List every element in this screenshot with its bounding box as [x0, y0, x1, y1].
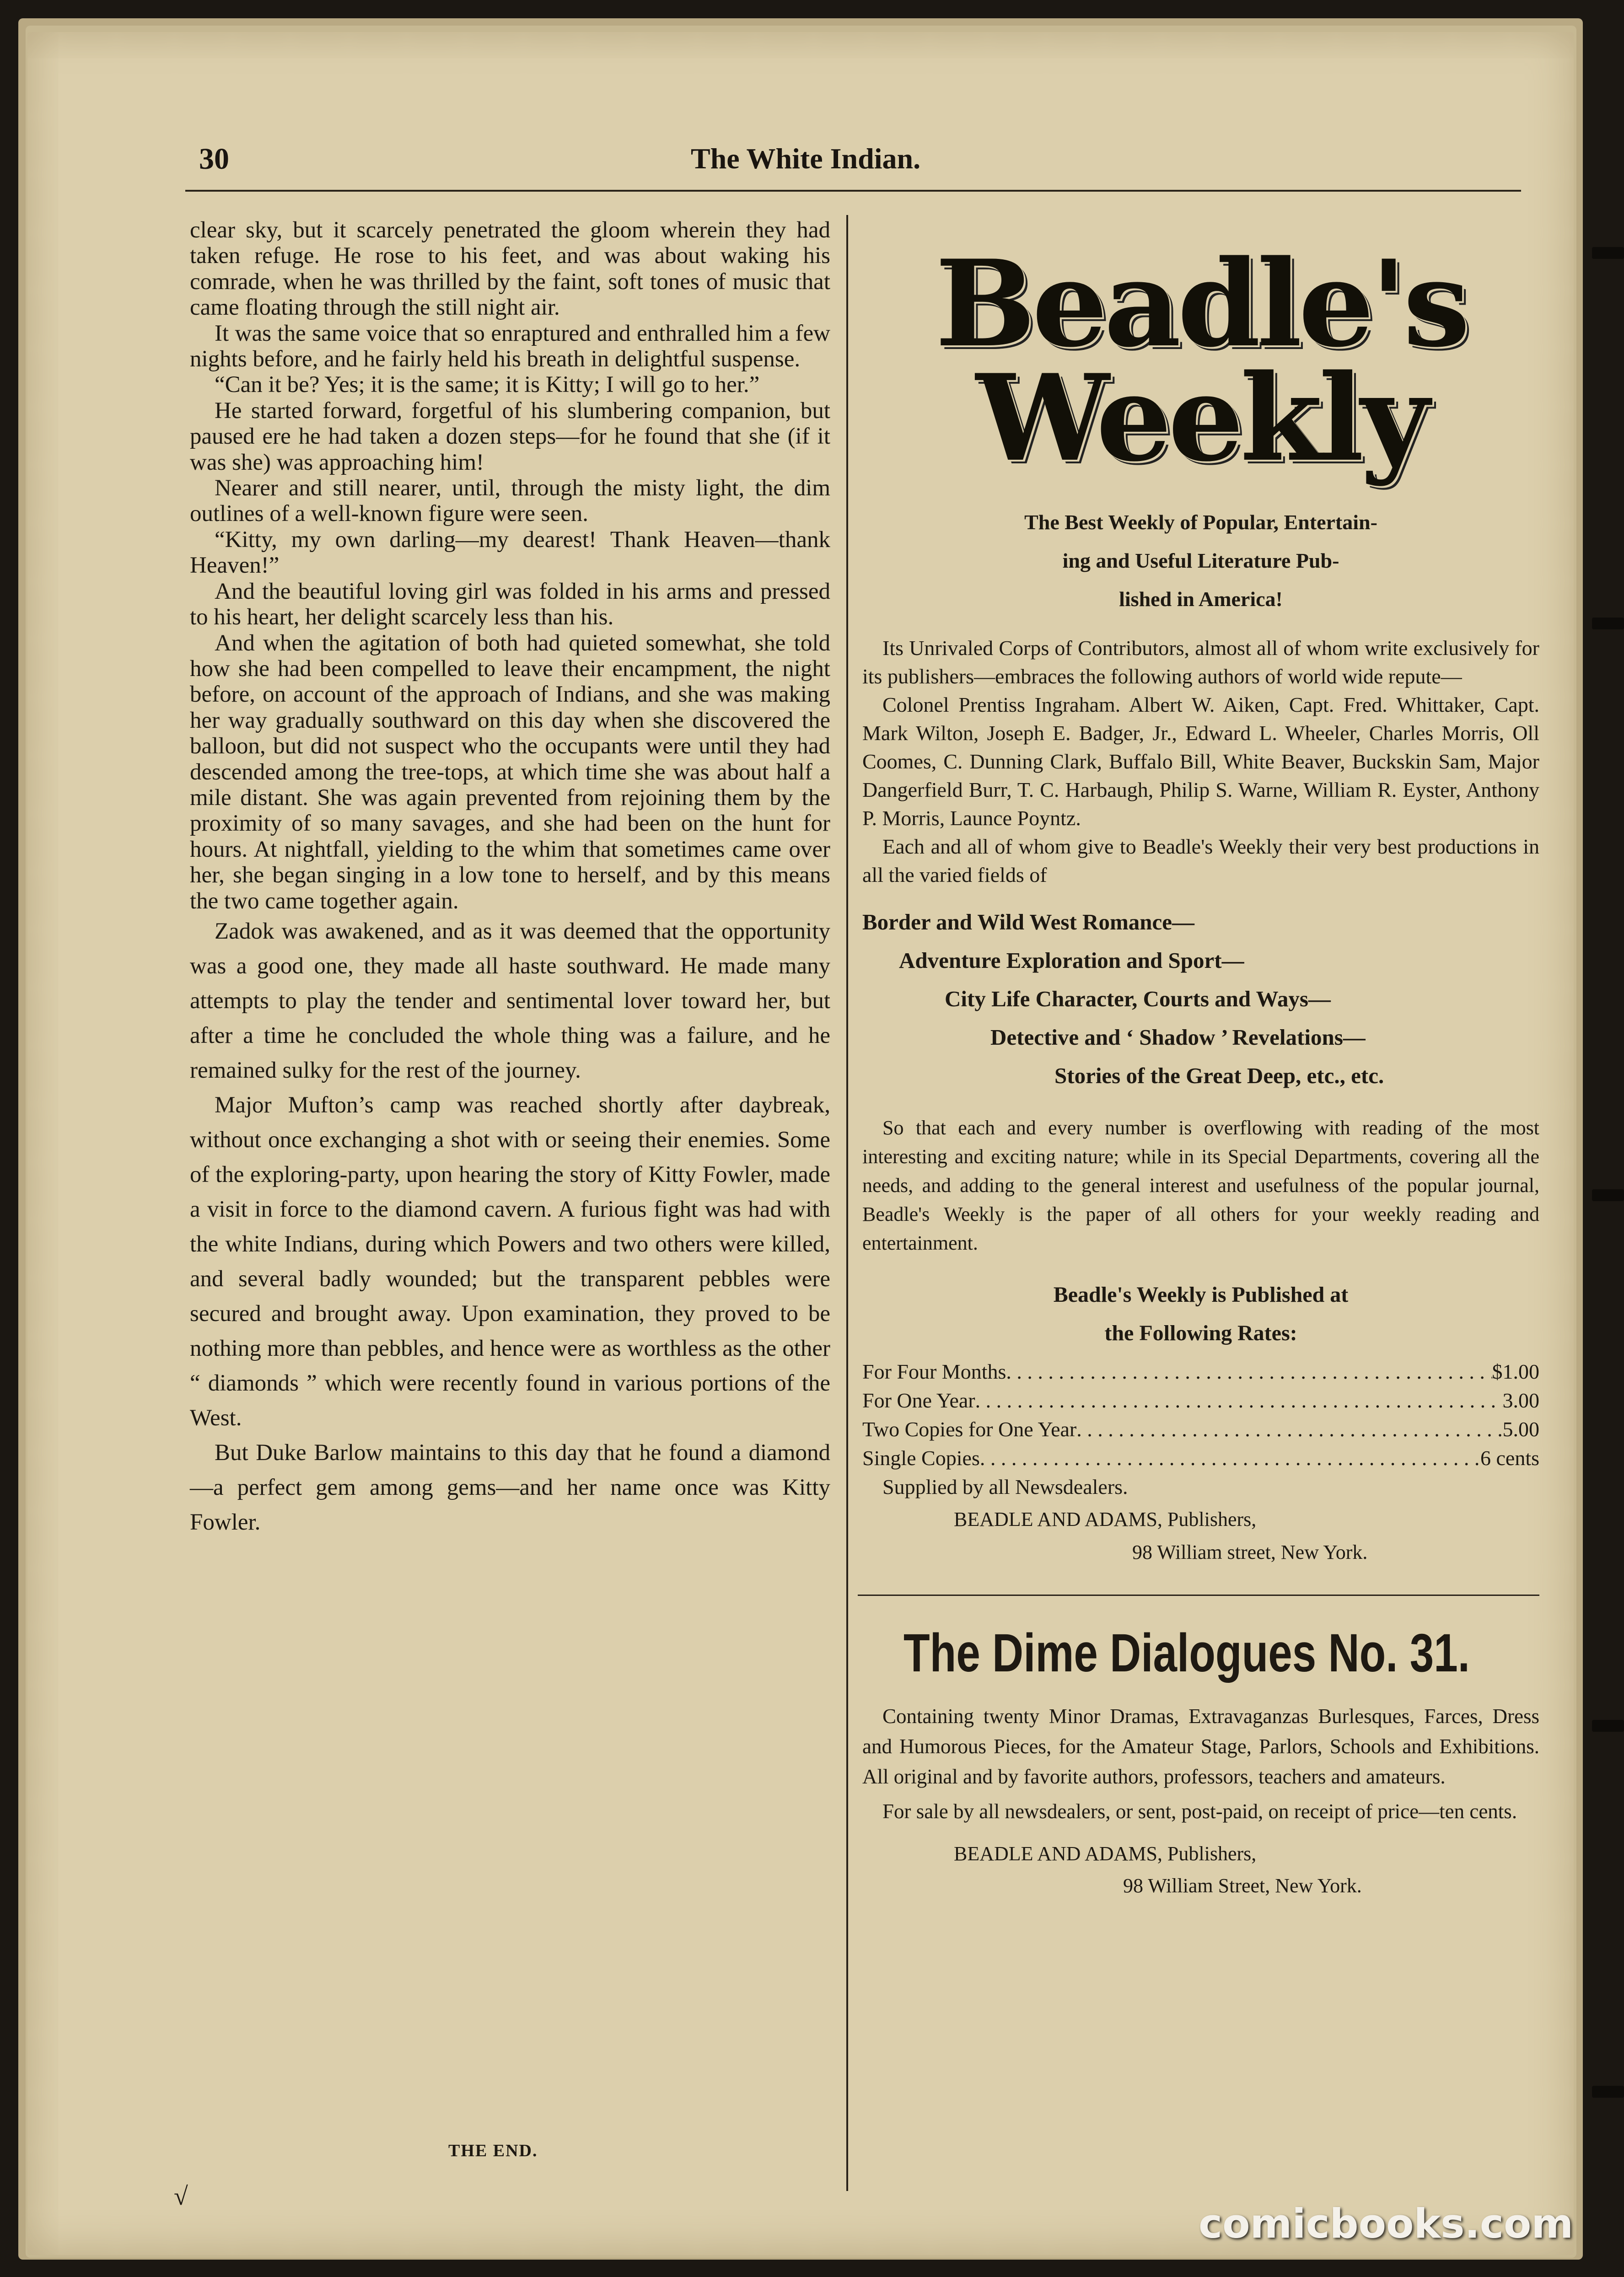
beadles-weekly-masthead: Beadle's Weekly — [935, 234, 1467, 488]
publisher-address: 98 William street, New York. — [1132, 1541, 1368, 1563]
the-end: THE END. — [448, 2141, 538, 2160]
magazine-page — [27, 32, 1574, 2255]
subtitle-line: lished in America! — [1119, 587, 1283, 611]
genre-item: Adventure Exploration and Sport— — [899, 948, 1244, 973]
genre-item: Detective and ‘ Shadow ’ Revelations— — [990, 1025, 1366, 1050]
rate-row — [862, 1357, 1539, 1386]
rate-leader — [975, 1386, 1503, 1415]
so-that-paragraph: So that each and every number is overflowing with reading of the most interesting and exciting nature; while in its Special Departments, covering all the needs, and adding to the general interest and usefulness of the popular journal, Beadle's Weekly is the paper of all others for your weekly reading and entertainment. — [862, 1117, 1539, 1254]
dime-dialogues-title: The Dime Dialogues No. 31. — [903, 1623, 1470, 1683]
genre-item: City Life Character, Courts and Ways— — [945, 986, 1331, 1011]
rate-row — [862, 1386, 1539, 1415]
story-paragraph: And the beautiful loving girl was folded in his arms and pressed to his heart, her delight scarcely less than his. — [190, 578, 830, 630]
story-paragraph: clear sky, but it scarcely penetrated the gloom wherein they had taken refuge. He rose to his feet, and was about waking his comrade, when he was thrilled by the faint, soft tones of music that came floating through the still night air. — [190, 217, 830, 321]
rate-price: 3.00 — [1502, 1389, 1539, 1412]
rate-row — [862, 1415, 1539, 1444]
binding-staple — [1592, 2086, 1624, 2098]
rate-label: Single Copies — [862, 1446, 980, 1470]
rate-leader — [980, 1444, 1480, 1472]
advertisement-column — [862, 234, 1539, 1900]
rate-label: For One Year — [862, 1389, 975, 1412]
publisher-name: BEADLE AND ADAMS, Publishers, — [954, 1508, 1257, 1531]
rates-heading-line: Beadle's Weekly is Published at — [1053, 1283, 1349, 1307]
dime-dialogues-sale-note: For sale by all newsdealers, or sent, post-paid, on receipt of price—ten cents. — [882, 1800, 1517, 1823]
page-number: 30 — [199, 142, 229, 176]
binding-staple — [1592, 1189, 1624, 1201]
story-paragraph: But Duke Barlow maintains to this day that he found a diamond—a perfect gem among gems—and her name once was Kitty Fowler. — [190, 1439, 830, 1535]
intro-text: Its Unrivaled Corps of Contributors, almost all of whom write exclusively for its publishers—embraces the following authors of world wide repute— — [862, 636, 1539, 688]
column-divider — [846, 215, 848, 2191]
rate-leader — [1076, 1415, 1502, 1444]
story-paragraph: “Can it be? Yes; it is the same; it is Kitty; I will go to her.” — [215, 372, 760, 398]
dime-dialogues-description: Containing twenty Minor Dramas, Extravaganzas Burlesques, Farces, Dress and Humorous Pieces, for the Amateur Stage, Parlors, Schools and Exhibitions. All original and by favorite authors, professors, teachers and amateurs. — [862, 1705, 1539, 1788]
story-paragraph: And when the agitation of both had quieted somewhat, she told how she had been compelled to leave their encampment, the night before, on account of the approach of Indians, and she was making her way gradually southward on this day when she discovered the balloon, but did not suspect who the occupants were until they had descended among the tree-tops, at which time she was about half a mile distant. She was again prevented from rejoining them by the proximity of so many savages, and she had been on the hunt for hours. At nightfall, yielding to the whim that sometimes came over her, she began singing in a low tone to herself, and by this means the two came together again. — [190, 630, 830, 914]
publisher-address: 98 William Street, New York. — [1123, 1874, 1362, 1897]
beadles-weekly-subtitle — [862, 503, 1539, 618]
rate-leader — [1006, 1357, 1492, 1386]
genre-item: Stories of the Great Deep, etc., etc. — [1054, 1063, 1384, 1088]
supplied-note: Supplied by all Newsdealers. — [882, 1475, 1128, 1498]
advert-separator — [858, 1595, 1539, 1596]
binding-staple — [1592, 618, 1624, 629]
rate-label: For Four Months — [862, 1360, 1006, 1383]
rate-price: 5.00 — [1502, 1418, 1539, 1441]
rate-price: 6 cents — [1480, 1446, 1539, 1470]
header-rule — [185, 190, 1521, 192]
authors-list: Colonel Prentiss Ingraham. Albert W. Aiken, Capt. Fred. Whittaker, Capt. Mark Wilton, Joseph E. Badger, Jr., Edward L. Wheeler, Charles Morris, Oll Coomes, C. Dunning Clark, Buffalo Bill, White Beaver, Buckskin Sam, Major Dangerfield Burr, T. C. Harbaugh, Philip S. Warne, William R. Eyster, Anthony P. Morris, Launce Poyntz. — [862, 693, 1539, 830]
each-and-all-text: Each and all of whom give to Beadle's Weekly their very best productions in all the varied fields of — [862, 835, 1539, 886]
story-paragraph: Zadok was awakened, and as it was deemed that the opportunity was a good one, they made all haste southward. He made many attempts to play the tender and sentimental lover toward her, but after a time he concluded the whole thing was a failure, and he remained sulky for the rest of the journey. — [190, 918, 830, 1083]
margin-checkmark: √ — [174, 2182, 188, 2211]
story-paragraph: He started forward, forgetful of his slumbering companion, but paused ere he had taken a dozen steps—for he found that she (if it was she) was approaching him! — [190, 397, 830, 475]
subtitle-line: The Best Weekly of Popular, Entertain- — [1024, 510, 1377, 534]
story-column — [190, 217, 830, 1540]
binding-staple — [1592, 247, 1624, 259]
publisher-name: BEADLE AND ADAMS, Publishers, — [954, 1842, 1257, 1865]
rate-label: Two Copies for One Year — [862, 1418, 1077, 1441]
genre-list — [862, 903, 1539, 1095]
rates-table — [862, 1357, 1539, 1472]
rates-heading-line: the Following Rates: — [1104, 1321, 1297, 1345]
story-paragraph: Major Mufton’s camp was reached shortly after daybreak, without once exchanging a shot with or seeing their enemies. Some of the exploring-party, upon hearing the story of Kitty Fowler, made a visit in force to the diamond cavern. A furious fight was had with the white Indians, during which Powers and two others were killed, and several badly wounded; but the transparent pebbles were secured and brought away. Upon examination, they proved to be nothing more than pebbles, and hence were as worthless as the other “ diamonds ” which were recently found in various portions of the West. — [190, 1092, 830, 1431]
rate-row — [862, 1444, 1539, 1472]
watermark: comicbooks.com — [1199, 2200, 1574, 2247]
subtitle-line: ing and Useful Literature Pub- — [1062, 549, 1339, 572]
binding-staple — [1592, 1720, 1624, 1732]
rates-heading — [862, 1276, 1539, 1353]
story-paragraph: Nearer and still nearer, until, through the misty light, the dim outlines of a well-known figure were seen. — [190, 475, 830, 527]
running-title: The White Indian. — [691, 142, 921, 175]
genre-item: Border and Wild West Romance— — [862, 909, 1195, 934]
contributors-intro — [862, 634, 1539, 889]
story-paragraph: “Kitty, my own darling—my dearest! Thank Heaven—thank Heaven!” — [190, 526, 830, 579]
rate-price: $1.00 — [1492, 1360, 1539, 1383]
story-paragraph: It was the same voice that so enraptured and enthralled him a few nights before, and he fairly held his breath in delightful suspense. — [190, 320, 830, 372]
